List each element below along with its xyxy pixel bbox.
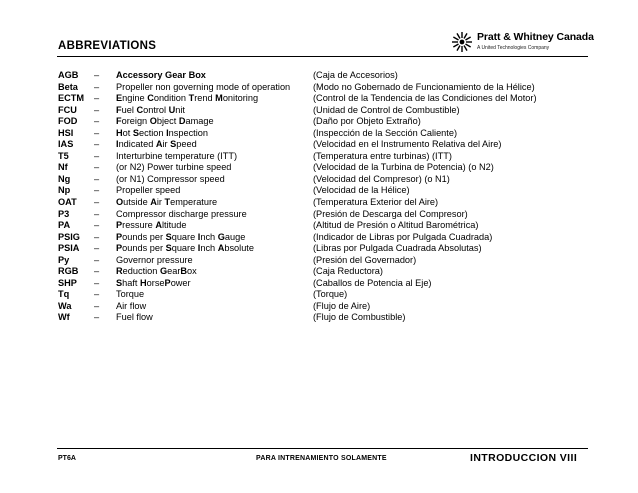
abbreviation-dash: – <box>94 173 100 184</box>
abbreviation-code: Ng <box>58 173 71 184</box>
abbreviation-dash: – <box>94 312 100 323</box>
abbreviation-english <box>116 174 225 186</box>
english-initial: I <box>116 139 119 150</box>
abbreviation-dash: – <box>94 289 100 300</box>
english-initial: S <box>170 139 177 150</box>
abbreviation-spanish: (Velocidad del Compresor) (o N1) <box>313 173 450 184</box>
abbreviation-dash: – <box>94 197 100 208</box>
brand-logo <box>450 31 594 55</box>
abbreviation-spanish: (Indicador de Libras por Pulgada Cuadrada) <box>313 231 493 242</box>
english-text: ox <box>187 266 197 277</box>
pratt-whitney-eagle-icon <box>450 31 474 53</box>
abbreviation-dash: – <box>94 277 100 288</box>
english-text: uel <box>121 104 137 115</box>
english-initial: C <box>136 104 144 115</box>
english-initial: S <box>116 277 123 288</box>
english-text: Interturbine temperature (ITT) <box>116 150 238 161</box>
english-text: emperature <box>170 197 218 208</box>
abbreviation-spanish: (Velocidad de la Turbina de Potencia) (o N2) <box>313 162 494 173</box>
abbreviation-code: IAS <box>58 139 74 150</box>
english-initial: T <box>188 93 195 104</box>
english-text: ear <box>167 266 181 277</box>
abbreviation-row <box>58 243 588 255</box>
english-initial: R <box>116 266 123 277</box>
english-text: nch <box>200 231 218 242</box>
abbreviation-spanish: (Unidad de Control de Combustible) <box>313 104 460 115</box>
english-initial: S <box>132 127 139 138</box>
abbreviation-row <box>58 82 588 94</box>
abbreviation-english <box>116 93 258 105</box>
abbreviation-english <box>116 162 231 174</box>
abbreviation-dash: – <box>94 220 100 231</box>
english-text: haft <box>122 277 141 288</box>
english-text: Compressor discharge pressure <box>116 208 247 219</box>
abbreviation-row <box>58 278 588 290</box>
abbreviation-english <box>116 151 237 163</box>
abbreviation-spanish: (Caballos de Potencia al Eje) <box>313 277 432 288</box>
english-text: ndicated <box>118 139 156 150</box>
english-text: amage <box>185 116 214 127</box>
english-initial: D <box>178 116 186 127</box>
english-initial: O <box>149 116 157 127</box>
english-text: nspection <box>168 127 208 138</box>
abbreviation-row <box>58 116 588 128</box>
abbreviation-dash: – <box>94 185 100 196</box>
abbreviation-spanish: (Presión del Governador) <box>313 254 417 265</box>
abbreviation-code: T5 <box>58 150 69 161</box>
english-text: ltitude <box>161 220 187 231</box>
abbreviation-dash: – <box>94 116 100 127</box>
abbreviation-spanish: (Presión de Descarga del Compresor) <box>313 208 468 219</box>
abbreviation-row <box>58 255 588 267</box>
english-text: quare <box>171 243 198 254</box>
abbreviation-dash: – <box>94 266 100 277</box>
english-initial: G <box>159 266 168 277</box>
abbreviation-english <box>116 266 197 278</box>
abbreviation-english <box>116 82 290 94</box>
english-initial: S <box>165 231 172 242</box>
english-initial: E <box>116 93 123 104</box>
english-text: ontrol <box>143 104 169 115</box>
english-text: ounds per <box>122 243 166 254</box>
english-initial: H <box>116 127 123 138</box>
abbreviation-dash: – <box>94 150 100 161</box>
english-text: ressure <box>122 220 156 231</box>
english-initial: P <box>116 220 123 231</box>
abbreviation-code: Beta <box>58 81 78 92</box>
english-text: ounds per <box>122 231 166 242</box>
abbreviation-english <box>116 243 254 255</box>
abbreviation-row <box>58 139 588 151</box>
english-initial: Box <box>188 70 206 80</box>
abbreviation-code: Wf <box>58 312 70 323</box>
abbreviation-row <box>58 197 588 209</box>
abbreviation-code: AGB <box>58 70 79 80</box>
english-text: ection <box>139 127 167 138</box>
english-initial: G <box>217 231 225 242</box>
english-initial: A <box>217 243 225 254</box>
footer-model: PT6A <box>58 455 76 462</box>
abbreviation-english <box>116 70 206 82</box>
english-text: onitoring <box>222 93 259 104</box>
footer-notice: PARA INTRENAMIENTO SOLAMENTE <box>256 455 387 462</box>
abbreviation-dash: – <box>94 162 100 173</box>
abbreviation-code: Np <box>58 185 71 196</box>
english-text: rend <box>194 93 216 104</box>
abbreviation-code: Py <box>58 254 70 265</box>
abbreviation-row <box>58 151 588 163</box>
abbreviation-english <box>116 139 197 151</box>
english-initial: I <box>197 231 201 242</box>
english-text: ondition <box>153 93 189 104</box>
english-text: Propeller speed <box>116 185 181 196</box>
abbreviation-code: Nf <box>58 162 68 173</box>
english-text: Torque <box>116 289 145 300</box>
english-initial: F <box>116 116 122 127</box>
abbreviation-spanish: (Flujo de Aire) <box>313 300 371 311</box>
abbreviation-spanish: (Libras por Pulgada Cuadrada Absolutas) <box>313 243 482 254</box>
abbreviation-english <box>116 232 245 244</box>
english-initial: A <box>150 197 157 208</box>
abbreviation-row <box>58 162 588 174</box>
english-initial: M <box>215 93 223 104</box>
english-initial: O <box>116 197 124 208</box>
abbreviation-dash: – <box>94 139 100 150</box>
english-text: utside <box>123 197 151 208</box>
abbreviation-english <box>116 301 146 313</box>
english-text: ir <box>156 197 165 208</box>
abbreviation-spanish: (Caja Reductora) <box>313 266 383 277</box>
header-divider <box>57 56 588 57</box>
english-text: Fuel flow <box>116 312 153 323</box>
english-text: ot <box>122 127 133 138</box>
english-text: bject <box>156 116 179 127</box>
abbreviation-spanish: (Caja de Accesorios) <box>313 70 398 80</box>
abbreviation-code: PSIG <box>58 231 80 242</box>
abbreviation-row <box>58 312 588 324</box>
abbreviation-code: Wa <box>58 300 72 311</box>
abbreviation-row <box>58 209 588 221</box>
abbreviation-row <box>58 266 588 278</box>
abbreviation-code: OAT <box>58 197 77 208</box>
abbreviation-dash: – <box>94 300 100 311</box>
english-text: oreign <box>121 116 150 127</box>
english-text: orse <box>146 277 165 288</box>
abbreviation-row <box>58 220 588 232</box>
english-initial: S <box>165 243 172 254</box>
abbreviation-english <box>116 105 185 117</box>
english-text: eduction <box>122 266 160 277</box>
english-initial: Gear <box>165 70 186 80</box>
english-initial: I <box>166 127 169 138</box>
english-text: (or N2) Power turbine speed <box>116 162 232 173</box>
english-initial: H <box>140 277 147 288</box>
english-initial: F <box>116 104 122 115</box>
abbreviation-dash: – <box>94 93 100 104</box>
english-initial: P <box>116 243 123 254</box>
abbreviation-dash: – <box>94 104 100 115</box>
abbreviation-row <box>58 185 588 197</box>
english-text: ir <box>162 139 171 150</box>
abbreviation-dash: – <box>94 243 100 254</box>
english-initial: P <box>116 231 123 242</box>
abbreviation-code: FCU <box>58 104 77 115</box>
abbreviation-dash: – <box>94 127 100 138</box>
abbreviation-english <box>116 209 247 221</box>
abbreviation-dash: – <box>94 254 100 265</box>
english-text: ower <box>170 277 191 288</box>
abbreviation-english <box>116 185 180 197</box>
abbreviation-spanish: (Control de la Tendencia de las Condiciones del Motor) <box>313 93 537 104</box>
abbreviations-list <box>58 70 588 324</box>
abbreviation-spanish: (Temperatura Exterior del Aire) <box>313 197 439 208</box>
brand-name: Pratt & Whitney Canada <box>477 31 594 43</box>
english-text: peed <box>176 139 197 150</box>
english-initial: A <box>155 139 163 150</box>
english-text: nch <box>200 243 218 254</box>
abbreviation-english <box>116 220 187 232</box>
abbreviation-spanish: (Temperatura entre turbinas) (ITT) <box>313 150 452 161</box>
abbreviation-english <box>116 116 214 128</box>
abbreviation-dash: – <box>94 208 100 219</box>
abbreviation-code: Tq <box>58 289 70 300</box>
page-title: ABBREVIATIONS <box>58 40 157 52</box>
footer-section: INTRODUCCION VIII <box>470 452 578 464</box>
abbreviation-dash: – <box>94 70 100 80</box>
english-text: nit <box>175 104 185 115</box>
abbreviation-row <box>58 174 588 186</box>
abbreviation-row <box>58 128 588 140</box>
brand-tagline: A United Technologies Company <box>477 45 550 51</box>
abbreviation-dash: – <box>94 81 100 92</box>
english-initial: A <box>155 220 162 231</box>
english-text: bsolute <box>224 243 254 254</box>
abbreviation-code: FOD <box>58 116 78 127</box>
abbreviation-spanish: (Altitud de Presión o Altitud Barométrica) <box>313 220 479 231</box>
english-text: Governor pressure <box>116 254 193 265</box>
english-text: quare <box>171 231 198 242</box>
abbreviation-row <box>58 105 588 117</box>
abbreviation-english <box>116 278 191 290</box>
abbreviation-english <box>116 255 193 267</box>
abbreviation-code: P3 <box>58 208 70 219</box>
abbreviation-english <box>116 289 144 301</box>
english-text: ngine <box>122 93 148 104</box>
abbreviation-code: PSIA <box>58 243 80 254</box>
abbreviation-code: RGB <box>58 266 79 277</box>
english-text: (or N1) Compressor speed <box>116 173 225 184</box>
english-initial: U <box>168 104 176 115</box>
abbreviation-row <box>58 289 588 301</box>
abbreviation-code: HSI <box>58 127 74 138</box>
abbreviation-row <box>58 70 588 82</box>
abbreviation-dash: – <box>94 231 100 242</box>
english-initial: C <box>147 93 154 104</box>
english-initial: Accessory <box>116 70 163 80</box>
english-text: auge <box>224 231 246 242</box>
abbreviation-row <box>58 232 588 244</box>
english-initial: P <box>164 277 171 288</box>
english-text: Air flow <box>116 300 147 311</box>
english-initial: T <box>164 197 171 208</box>
abbreviation-english <box>116 128 208 140</box>
abbreviation-spanish: (Torque) <box>313 289 348 300</box>
abbreviation-spanish: (Modo no Gobernado de Funcionamiento de la Hélice) <box>313 81 535 92</box>
abbreviation-spanish: (Daño por Objeto Extraño) <box>313 116 421 127</box>
abbreviation-code: ECTM <box>58 93 85 104</box>
abbreviation-spanish: (Velocidad en el Instrumento Relativa del Aire) <box>313 139 502 150</box>
abbreviation-spanish: (Velocidad de la Hélice) <box>313 185 410 196</box>
english-initial: B <box>180 266 188 277</box>
abbreviation-spanish: (Flujo de Combustible) <box>313 312 406 323</box>
abbreviation-code: SHP <box>58 277 77 288</box>
abbreviation-english <box>116 312 153 324</box>
footer-divider <box>57 448 588 449</box>
abbreviation-row <box>58 301 588 313</box>
english-initial: I <box>197 243 201 254</box>
abbreviation-code: PA <box>58 220 71 231</box>
abbreviation-spanish: (Inspección de la Sección Caliente) <box>313 127 458 138</box>
english-text: Propeller non governing mode of operation <box>116 81 291 92</box>
abbreviation-row <box>58 93 588 105</box>
abbreviation-english <box>116 197 217 209</box>
